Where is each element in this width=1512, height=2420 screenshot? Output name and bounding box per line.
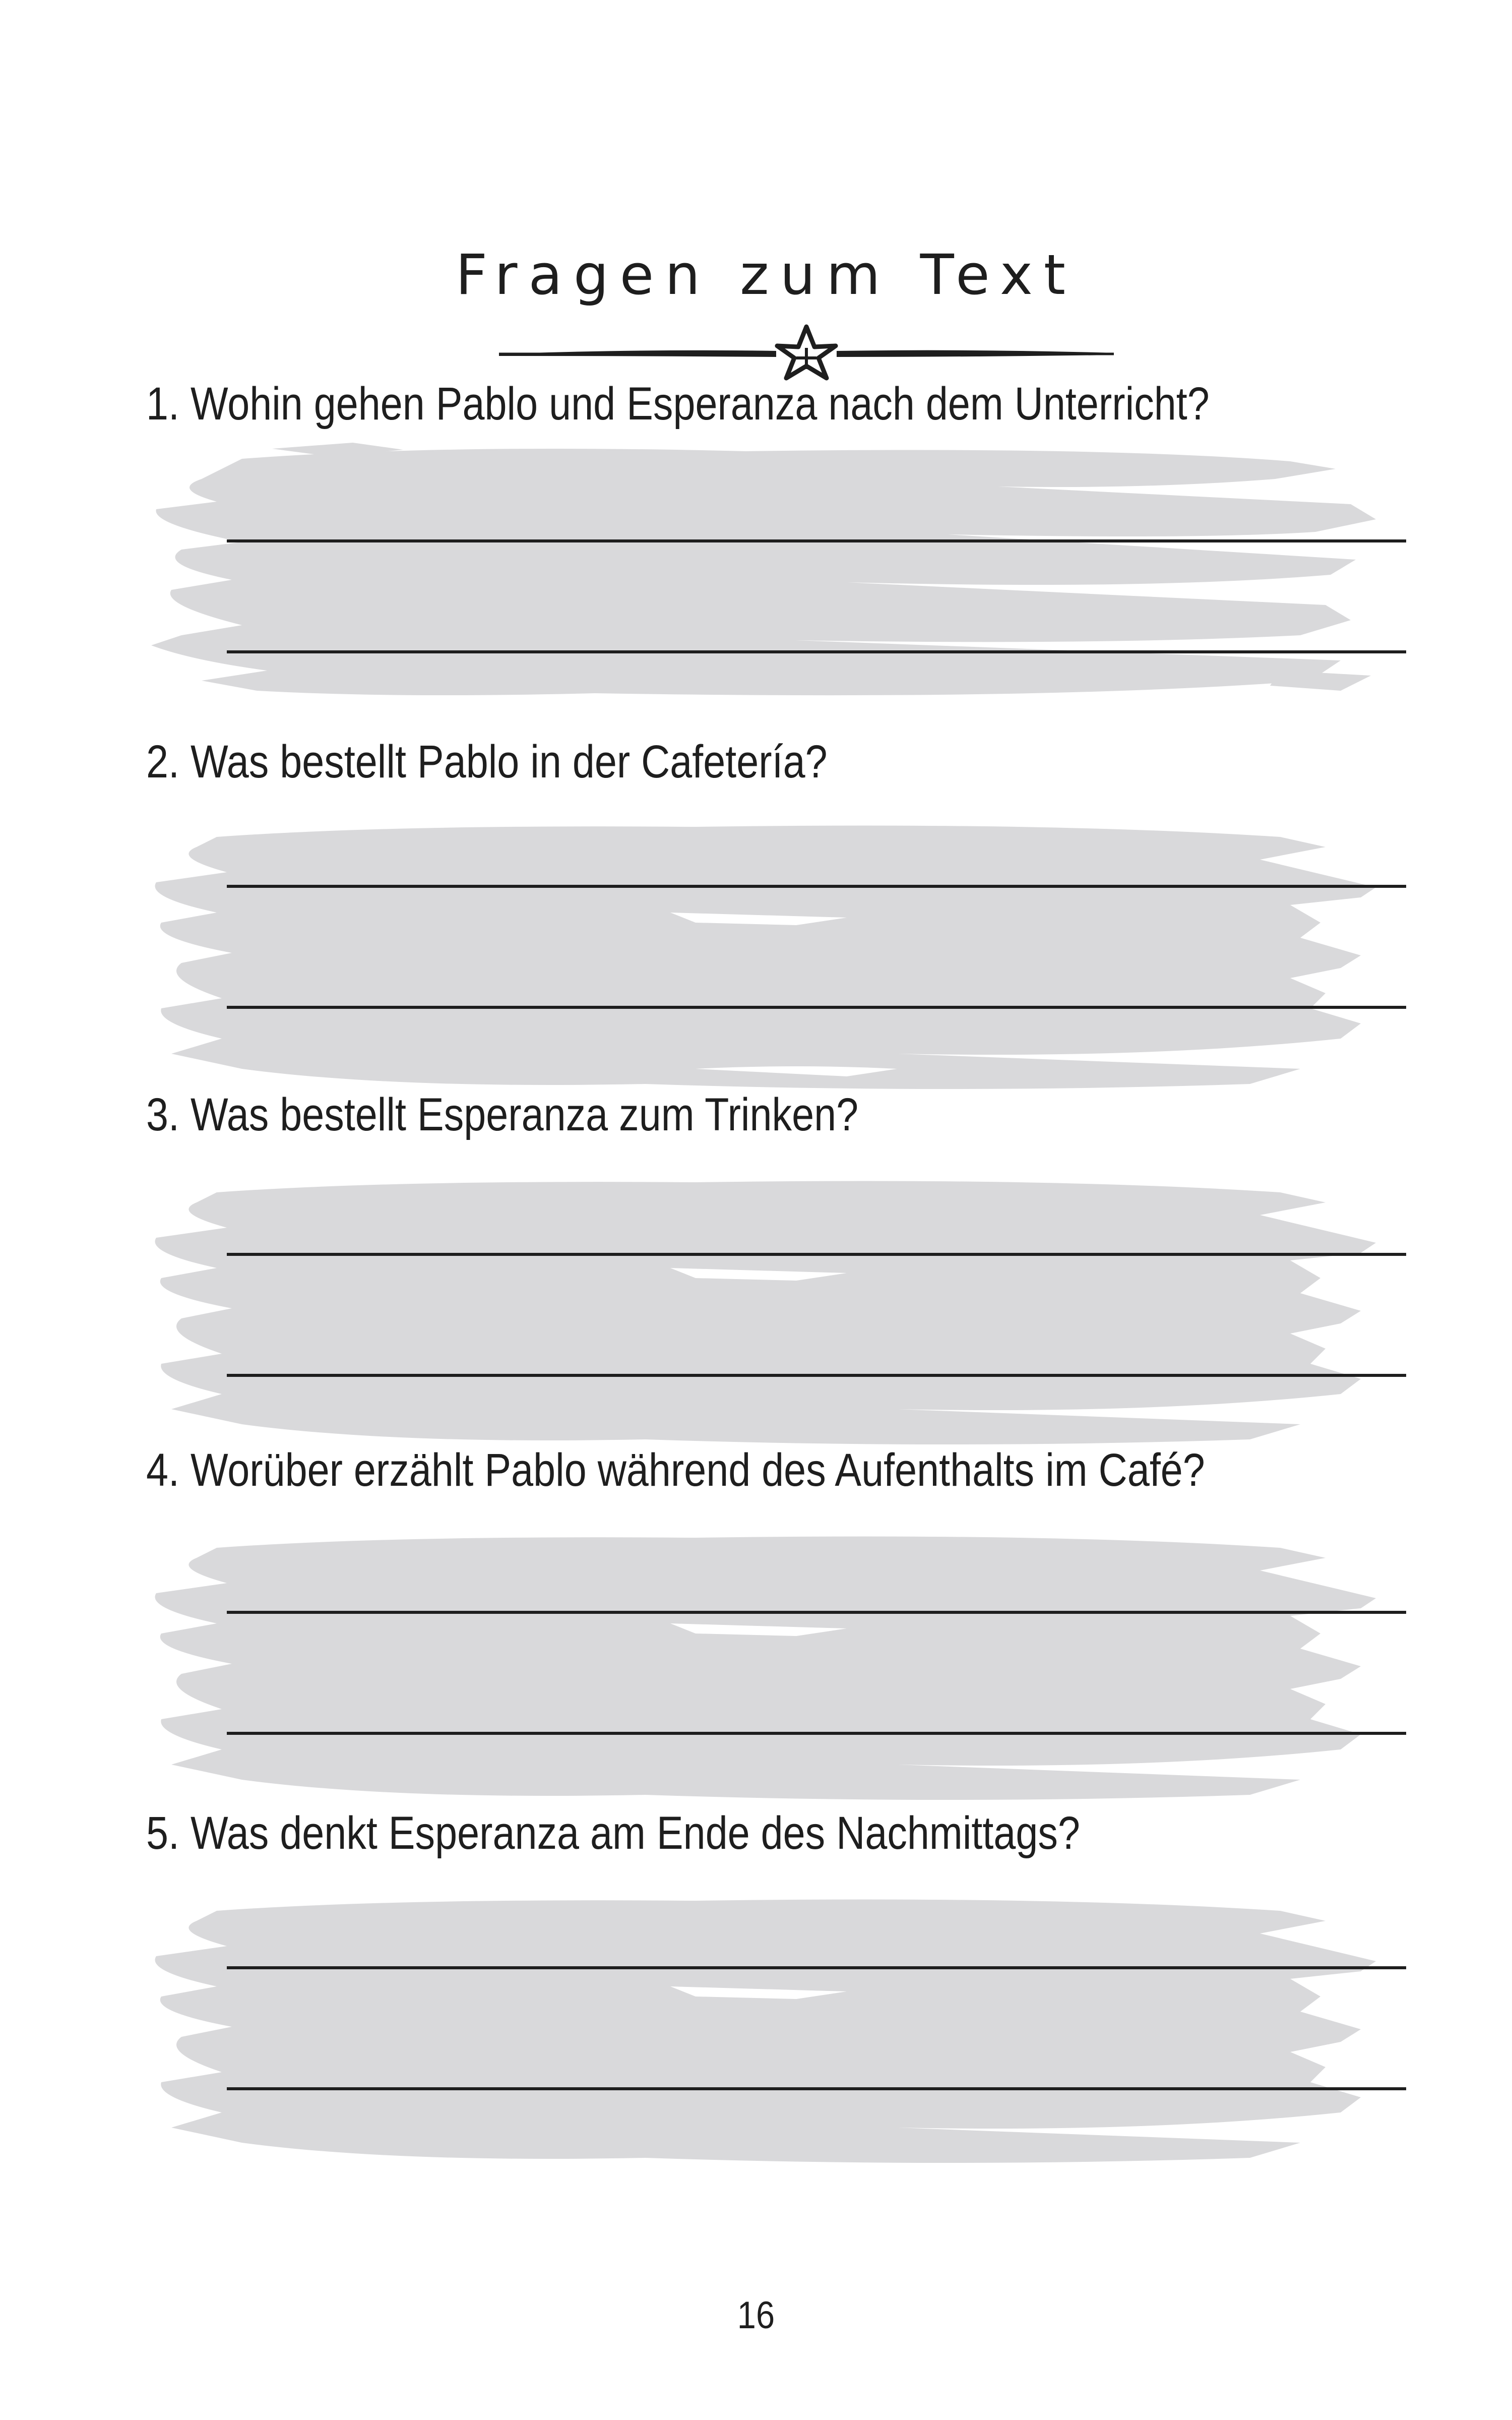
answer-line (227, 1611, 1406, 1614)
answer-line (227, 1966, 1406, 1969)
brush-background (141, 817, 1381, 1099)
answer-area-4[interactable] (141, 1528, 1381, 1810)
answer-area-1[interactable] (141, 439, 1381, 721)
answer-line (227, 885, 1406, 888)
answer-line (227, 539, 1406, 542)
answer-line (227, 1006, 1406, 1009)
page-number: 16 (737, 2294, 775, 2337)
answer-line (227, 650, 1406, 653)
answer-line (227, 2087, 1406, 2090)
question-2: 2. Was bestellt Pablo in der Cafetería? (146, 736, 828, 788)
brush-background (141, 1528, 1381, 1810)
question-4: 4. Worüber erzählt Pablo während des Aufenthalts im Café? (146, 1444, 1205, 1496)
brush-background (141, 1891, 1381, 2173)
page-title: Fragen zum Text (455, 243, 1077, 307)
brush-background (141, 1172, 1381, 1455)
brush-background (141, 439, 1381, 721)
answer-area-2[interactable] (141, 817, 1381, 1099)
answer-area-3[interactable] (141, 1172, 1381, 1455)
question-1: 1. Wohin gehen Pablo und Esperanza nach dem Unterricht? (146, 378, 1210, 430)
answer-line (227, 1253, 1406, 1256)
question-5: 5. Was denkt Esperanza am Ende des Nachmittags? (146, 1807, 1080, 1859)
question-3: 3. Was bestellt Esperanza zum Trinken? (146, 1089, 859, 1140)
star-divider-icon (494, 323, 1119, 383)
answer-line (227, 1374, 1406, 1377)
answer-line (227, 1732, 1406, 1735)
answer-area-5[interactable] (141, 1891, 1381, 2173)
